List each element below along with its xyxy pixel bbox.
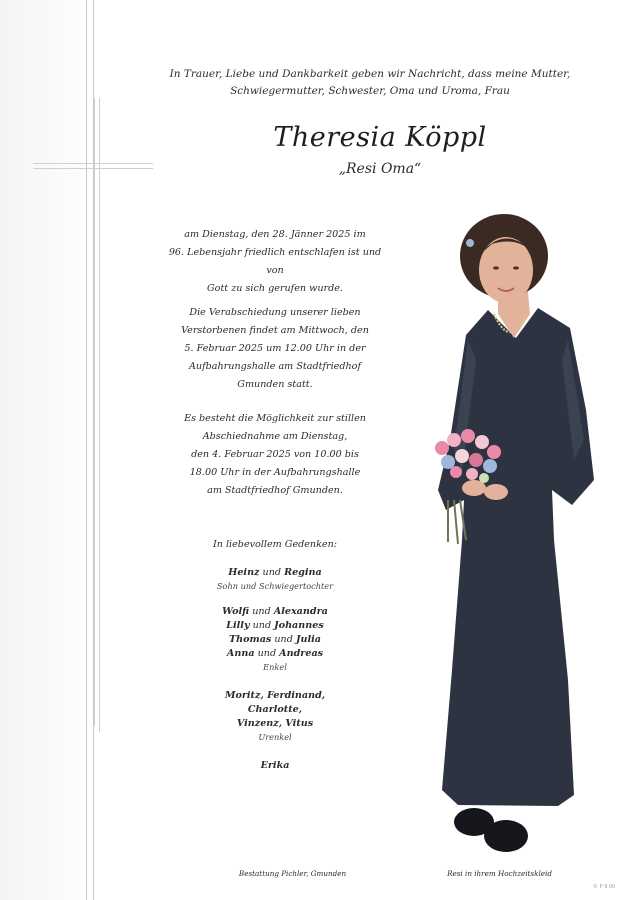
family-names: Heinz und Regina [228, 567, 322, 578]
text-line: am Dienstag, den 28. Jänner 2025 im [184, 229, 366, 240]
text-line: Es besteht die Möglichkeit zur stillen [184, 413, 366, 424]
text-line: den 4. Februar 2025 von 10.00 bis [191, 449, 359, 460]
family-group-grandchildren [160, 605, 390, 673]
viewing-paragraph [160, 410, 390, 500]
family-names: Wolfi und Alexandra [222, 606, 328, 617]
family-group-great-grandchildren [160, 689, 390, 743]
document-code: © P 9 00 [593, 884, 616, 890]
family-names: Charlotte, [247, 704, 303, 715]
text-line: 5. Februar 2025 um 12.00 Uhr in der [184, 343, 366, 354]
hair-flower-icon [466, 239, 474, 247]
family-names: Lilly und Johannes [226, 620, 324, 631]
shoe-shape [484, 820, 528, 852]
relation-label: Sohn und Schwiegertochter [216, 581, 334, 591]
death-notice-paragraph [160, 226, 390, 298]
family-names: Vinzenz, Vitus [236, 718, 314, 729]
intro-line: In Trauer, Liebe und Dankbarkeit geben wir Nachricht, dass meine Mutter, [169, 68, 571, 80]
intro-line: Schwiegermutter, Schwester, Oma und Uroma, Frau [230, 85, 510, 97]
text-line: Die Verabschiedung unserer lieben [189, 307, 361, 318]
portrait-photo [418, 210, 598, 865]
family-names: Anna und Andreas [226, 648, 324, 659]
text-line: Verstorbenen findet am Mittwoch, den [181, 325, 369, 336]
text-line: 18.00 Uhr in der Aufbahrungshalle [189, 467, 361, 478]
portrait-illustration [418, 210, 598, 865]
intro-text [160, 66, 580, 100]
left-decorative-band [0, 0, 93, 900]
family-group-other [160, 759, 390, 773]
relation-label: Urenkel [258, 732, 292, 742]
hand-shape [484, 484, 508, 500]
deceased-name: Theresia Köppl [273, 122, 487, 153]
text-line: Gmunden statt. [237, 379, 313, 390]
family-group-children [160, 566, 390, 592]
text-line: am Stadtfriedhof Gmunden. [207, 485, 343, 496]
eye-shape [493, 266, 499, 269]
deceased-nickname: „Resi Oma“ [338, 161, 422, 177]
memorial-heading: In liebevollem Gedenken: [212, 539, 338, 550]
farewell-paragraph [160, 304, 390, 394]
family-names: Thomas und Julia [229, 634, 321, 645]
border-line [86, 0, 87, 900]
family-names: Erika [260, 760, 290, 771]
relation-label: Enkel [263, 662, 287, 672]
text-line: 96. Lebensjahr friedlich entschlafen ist und von [168, 247, 382, 276]
text-line: Abschiednahme am Dienstag, [202, 431, 348, 442]
photo-caption: Resi in ihrem Hochzeitskleid [447, 869, 552, 878]
text-line: Aufbahrungshalle am Stadtfriedhof [188, 361, 361, 372]
family-names: Moritz, Ferdinand, [224, 690, 326, 701]
text-line: Gott zu sich gerufen wurde. [207, 283, 343, 294]
undertaker-credit: Bestattung Pichler, Gmunden [238, 869, 347, 878]
eye-shape [513, 266, 519, 269]
